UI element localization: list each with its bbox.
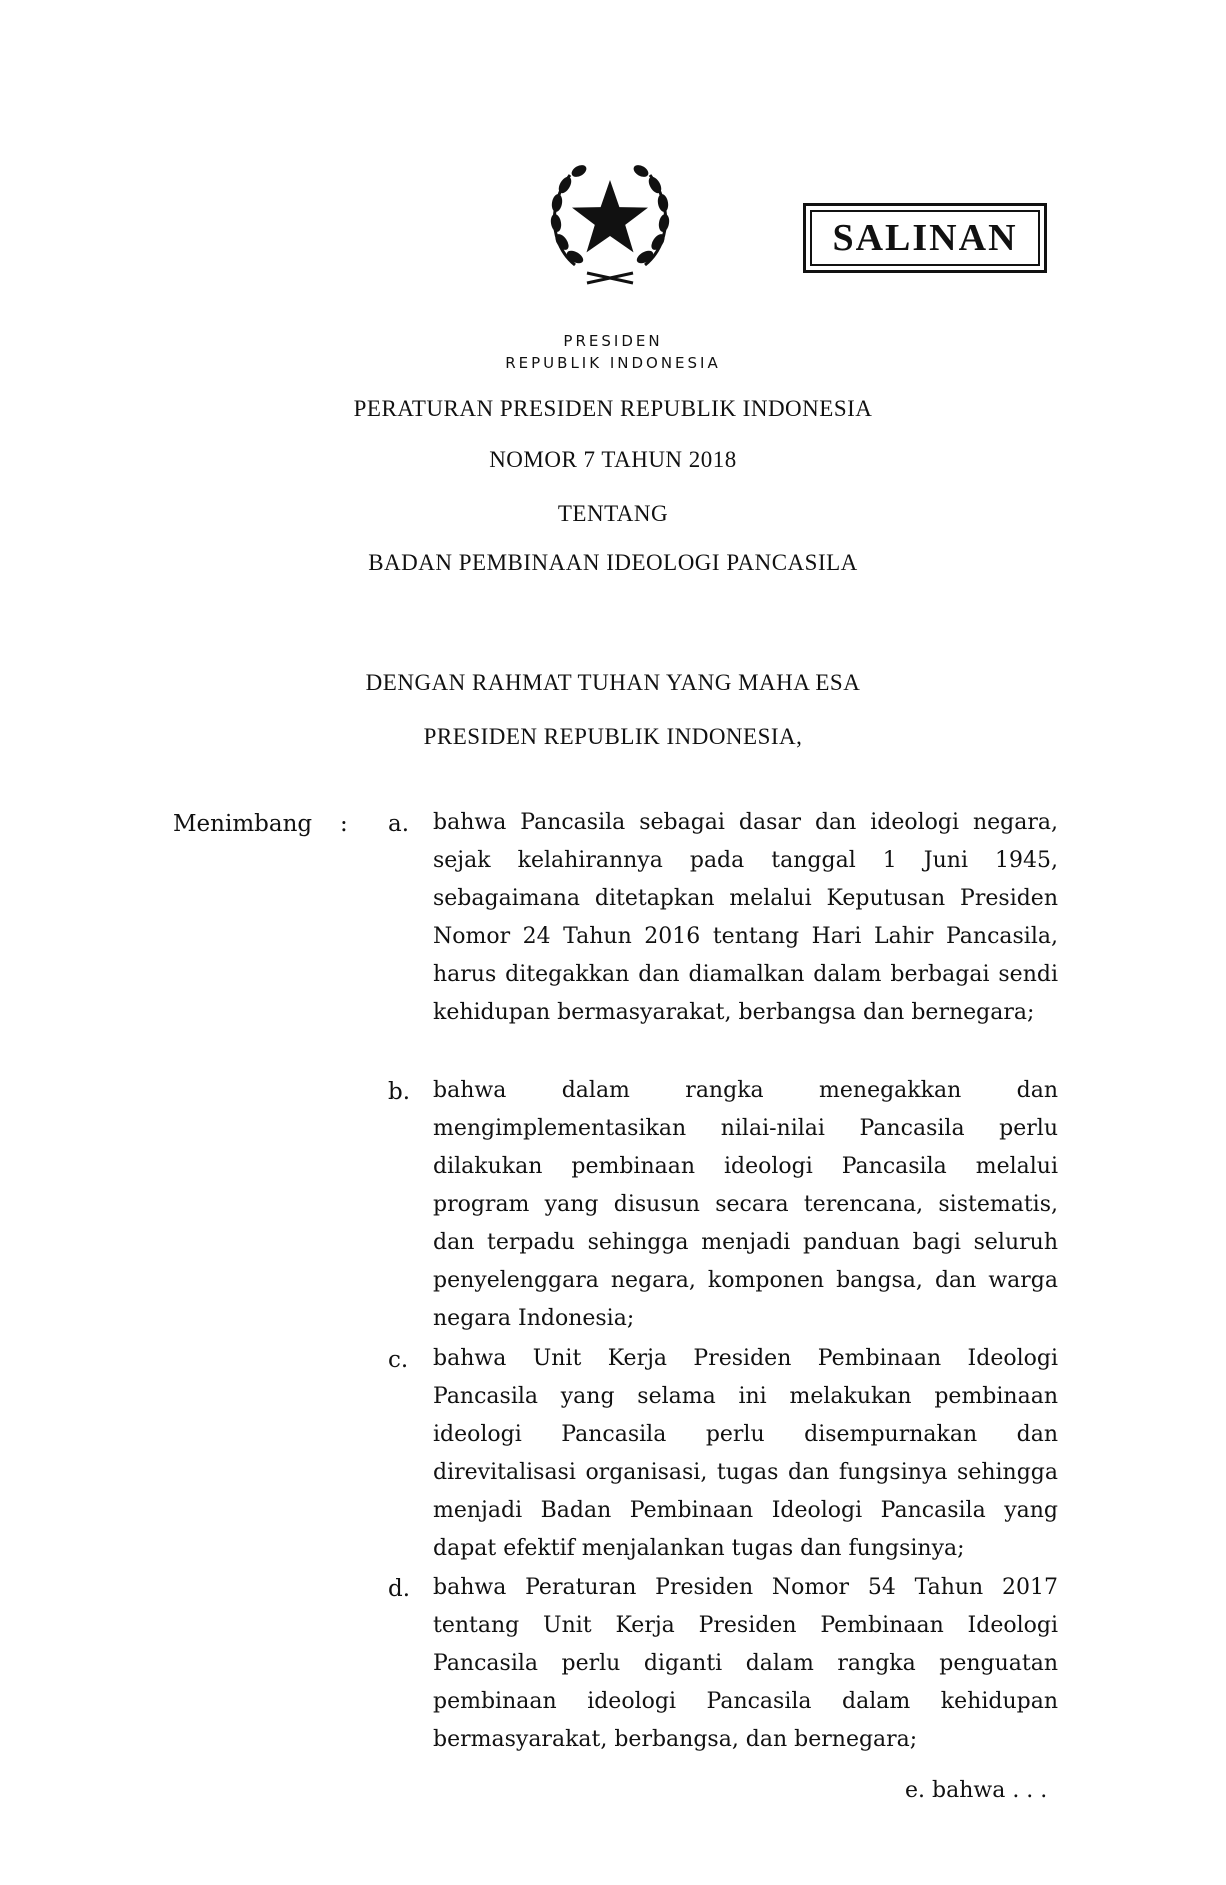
authority: PRESIDEN REPUBLIK INDONESIA, — [423, 724, 803, 749]
republic-caption: REPUBLIK INDONESIA — [505, 354, 721, 372]
about-label: TENTANG — [557, 501, 669, 526]
garuda-star-emblem-icon — [535, 145, 685, 295]
considering-item-text: bahwa dalam rangka menegakkan dan mengimplementasikan nilai-nilai Pancasila perlu dilakukan pembinaan ideologi Pancasila melalui program yang disusun secara terencana, sistematis, dan terpadu sehingga menjadi panduan bagi seluruh penyelenggara negara, komponen bangsa, dan warga negara Indonesia; — [433, 1078, 1058, 1331]
regulation-subject: BADAN PEMBINAAN IDEOLOGI PANCASILA — [368, 550, 858, 575]
invocation: DENGAN RAHMAT TUHAN YANG MAHA ESA — [365, 670, 861, 695]
salinan-stamp — [803, 203, 1047, 273]
next-page-reference: e. bahwa . . . — [905, 1778, 1048, 1803]
item-letter: b. — [388, 1079, 411, 1105]
regulation-number: NOMOR 7 TAHUN 2018 — [489, 447, 737, 472]
president-caption: PRESIDEN — [563, 332, 663, 350]
considering-item-text: bahwa Unit Kerja Presiden Pembinaan Ideologi Pancasila yang selama ini melakukan pembinaan ideologi Pancasila perlu disempurnakan dan direvitalisasi organisasi, tugas dan fungsinya sehingga menjadi Badan Pembinaan Ideologi Pancasila yang dapat efektif menjalankan tugas dan fungsinya; — [433, 1346, 1058, 1561]
considering-item-text: bahwa Peraturan Presiden Nomor 54 Tahun 2017 tentang Unit Kerja Presiden Pembinaan Ideologi Pancasila perlu diganti dalam rangka penguatan pembinaan ideologi Pancasila dalam kehidupan bermasyarakat, berbangsa, dan bernegara; — [433, 1575, 1058, 1752]
stamp-text: SALINAN — [832, 217, 1018, 259]
item-letter: c. — [388, 1347, 409, 1373]
considering-colon: : — [340, 811, 348, 837]
item-letter: a. — [388, 811, 410, 837]
regulation-title: PERATURAN PRESIDEN REPUBLIK INDONESIA — [353, 396, 873, 421]
considering-label: Menimbang — [173, 811, 313, 837]
considering-item-text: bahwa Pancasila sebagai dasar dan ideologi negara, sejak kelahirannya pada tanggal 1 Juni 1945, sebagaimana ditetapkan melalui Keputusan Presiden Nomor 24 Tahun 2016 tentang Hari Lahir Pancasila, harus ditegakkan dan diamalkan dalam berbagai sendi kehidupan bermasyarakat, berbangsa dan bernegara; — [433, 810, 1058, 1025]
item-letter: d. — [388, 1576, 411, 1602]
